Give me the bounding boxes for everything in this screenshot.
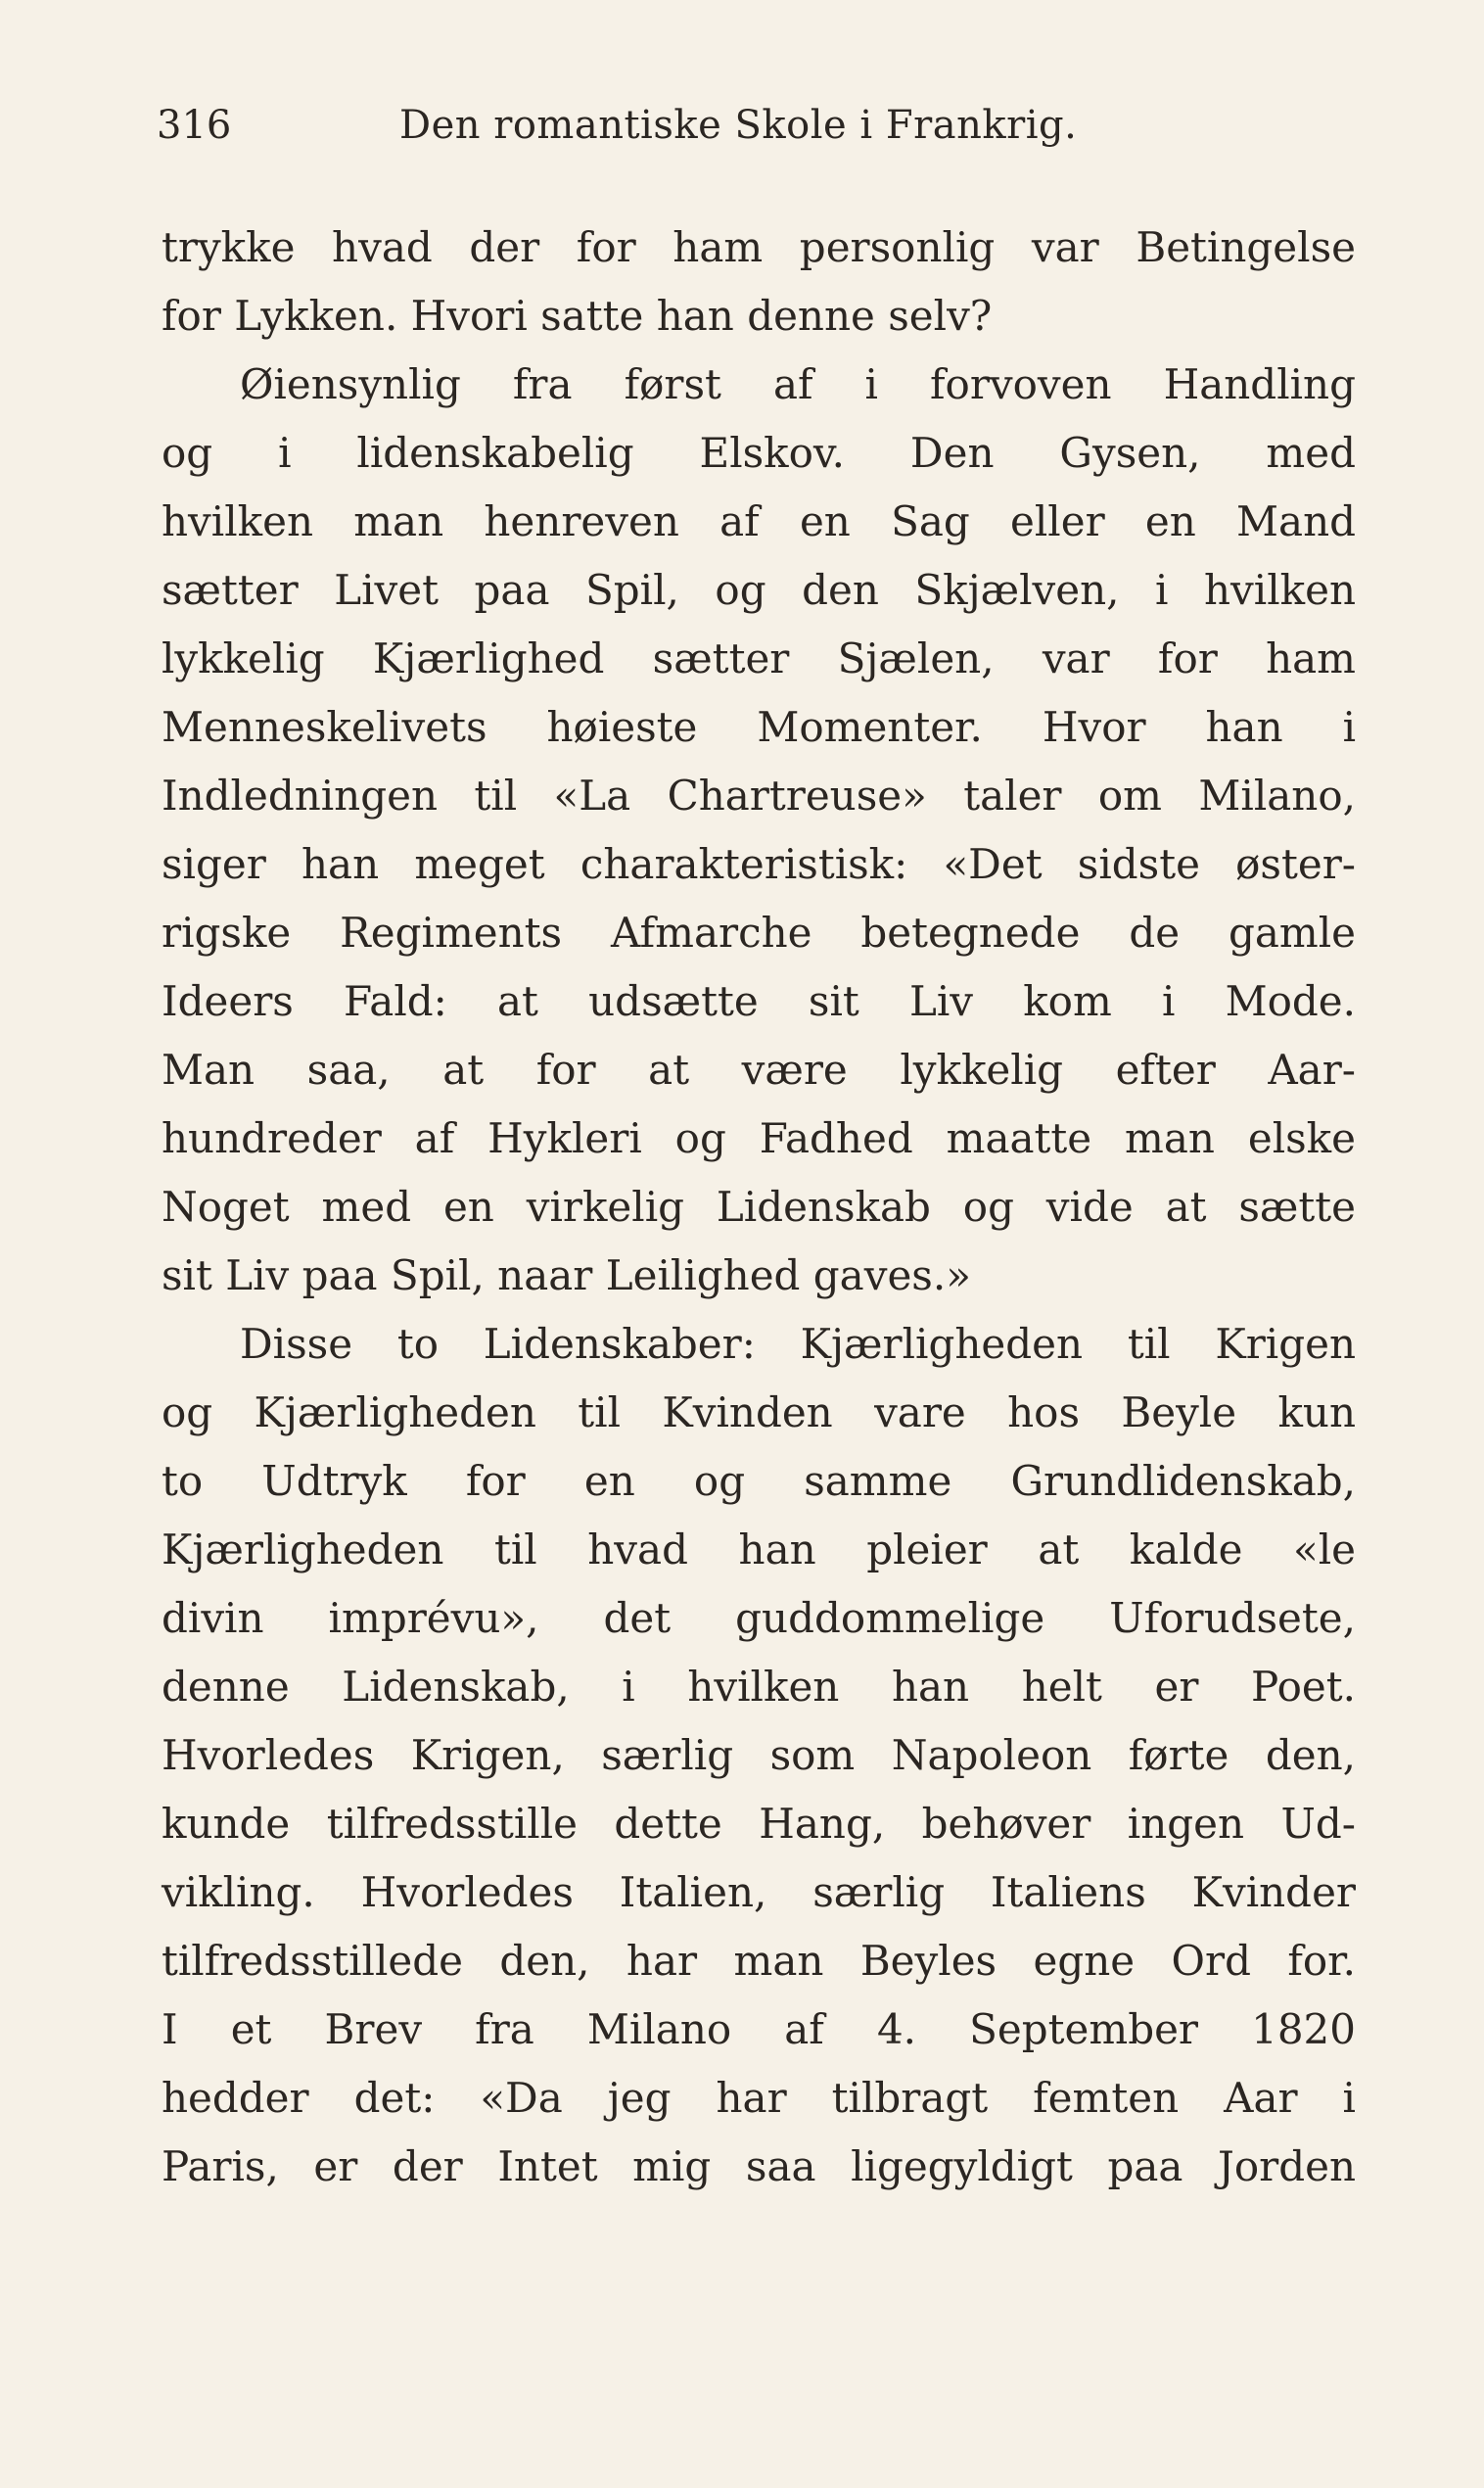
text-line: sætter Livet paa Spil, og den Skjælven, i hvilken <box>162 566 1356 614</box>
text-line: denne Lidenskab, i hvilken han helt er Poet. <box>162 1663 1356 1711</box>
text-line: Menneskelivets høieste Momenter. Hvor han i <box>162 703 1356 751</box>
page-number: 316 <box>157 103 232 148</box>
text-line: Kjærligheden til hvad han pleier at kalde «le <box>162 1526 1356 1573</box>
body-text <box>162 213 1356 2201</box>
text-line: Ideers Fald: at udsætte sit Liv kom i Mode. <box>162 977 1356 1025</box>
text-line: Paris, er der Intet mig saa ligegyldigt paa Jorden <box>162 2142 1356 2190</box>
text-line: Hvorledes Krigen, særlig som Napoleon førte den, <box>162 1731 1356 1779</box>
text-line: Noget med en virkelig Lidenskab og vide at sætte <box>162 1183 1356 1231</box>
text-line: Man saa, at for at være lykkelig efter Aar- <box>162 1046 1356 1094</box>
text-line: lykkelig Kjærlighed sætter Sjælen, var for ham <box>162 634 1356 682</box>
text-line: Indledningen til «La Chartreuse» taler om Milano, <box>162 772 1356 820</box>
text-line: I et Brev fra Milano af 4. September 1820 <box>162 2005 1356 2053</box>
text-line: trykke hvad der for ham personlig var Betingelse <box>162 223 1356 271</box>
running-title: Den romantiske Skole i Frankrig. <box>399 103 1078 148</box>
text-line: for Lykken. Hvori satte han denne selv? <box>162 292 993 340</box>
text-line: hvilken man henreven af en Sag eller en Mand <box>162 497 1356 545</box>
text-line: kunde tilfredsstille dette Hang, behøver ingen Ud- <box>162 1800 1356 1848</box>
text-line: tilfredsstillede den, har man Beyles egne Ord for. <box>162 1937 1356 1985</box>
text-line: to Udtryk for en og samme Grundlidenskab, <box>162 1457 1356 1505</box>
text-line: rigske Regiments Afmarche betegnede de gamle <box>162 909 1356 957</box>
text-line: Øiensynlig fra først af i forvoven Handling <box>240 360 1356 408</box>
text-line: sit Liv paa Spil, naar Leilighed gaves.» <box>162 1251 971 1299</box>
text-line: og i lidenskabelig Elskov. Den Gysen, med <box>162 429 1356 477</box>
text-line: Disse to Lidenskaber: Kjærligheden til Krigen <box>240 1320 1356 1368</box>
text-line: og Kjærligheden til Kvinden vare hos Beyle kun <box>162 1388 1356 1436</box>
text-line: hedder det: «Da jeg har tilbragt femten Aar i <box>162 2074 1356 2122</box>
text-line: vikling. Hvorledes Italien, særlig Italiens Kvinder <box>162 1868 1356 1916</box>
running-head <box>157 96 1331 155</box>
text-line: hundreder af Hykleri og Fadhed maatte man elske <box>162 1114 1356 1162</box>
text-line: divin imprévu», det guddommelige Uforudsete, <box>162 1594 1356 1642</box>
text-line: siger han meget charakteristisk: «Det sidste øster- <box>162 840 1356 888</box>
